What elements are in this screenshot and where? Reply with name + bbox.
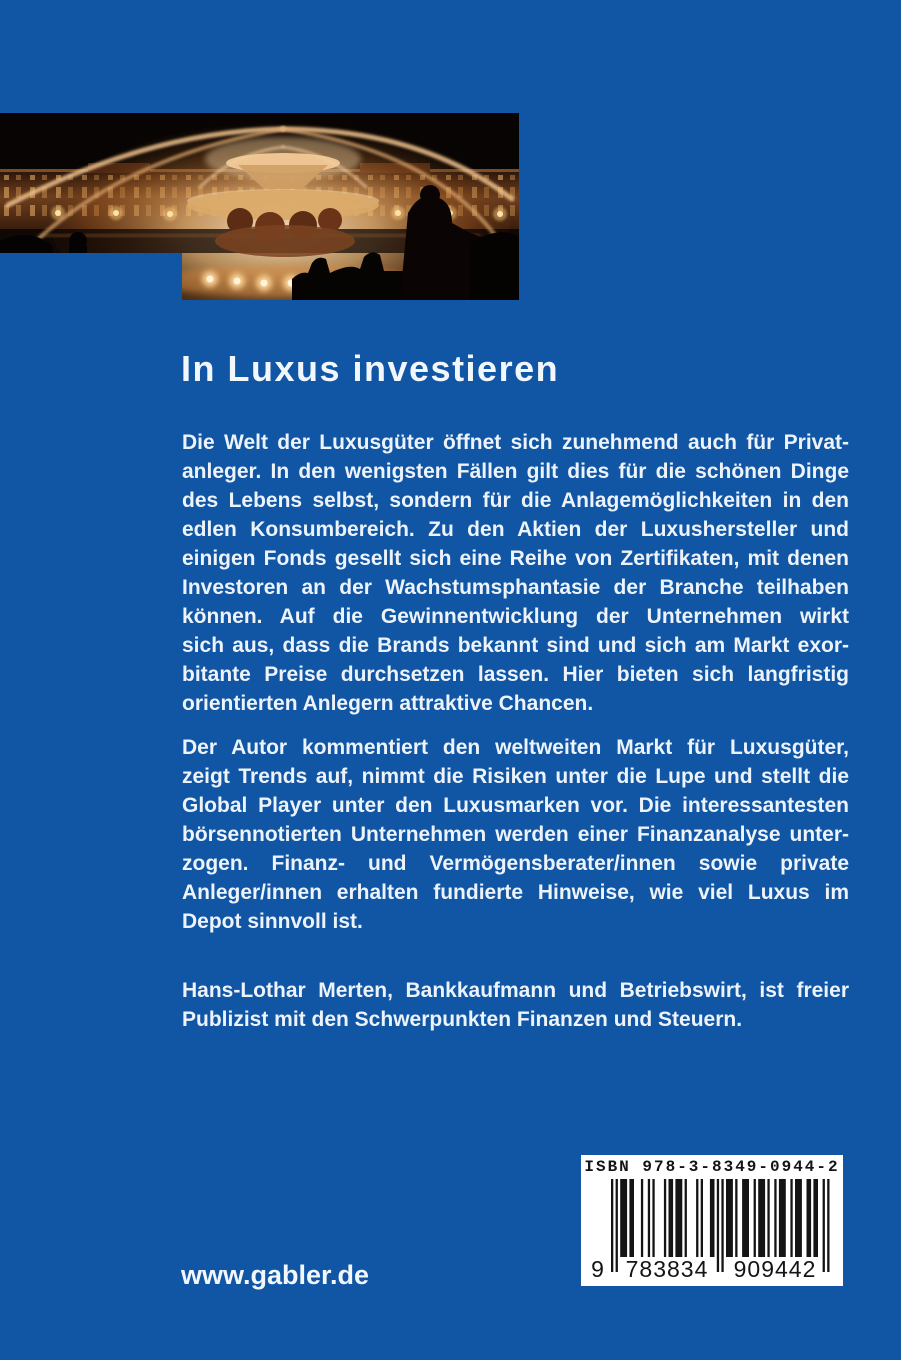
text-line: einigen Fonds gesellt sich eine Reihe von Zertifikaten, mit denen: [182, 547, 849, 570]
text-line: Depot sinnvoll ist.: [182, 910, 363, 933]
isbn-barcode: [581, 1155, 843, 1286]
text-line: edlen Konsumbereich. Zu den Aktien der Luxushersteller und: [182, 518, 849, 541]
text-line: Der Autor kommentiert den weltweiten Markt für Luxusgüter,: [182, 736, 849, 759]
text-line: zogen. Finanz- und Vermögensberater/innen sowie private: [182, 852, 849, 875]
text-line: des Lebens selbst, sondern für die Anlagemöglichkeiten in den: [182, 489, 849, 512]
text-line: börsennotierten Unternehmen werden einer Finanzanalyse unter-: [182, 823, 849, 846]
fountain-illustration: [0, 113, 519, 300]
text-line: Hans-Lothar Merten, Bankkaufmann und Betriebswirt, ist freier: [182, 979, 849, 1002]
text-line: sich aus, dass die Brands bekannt sind und sich am Markt exor-: [182, 634, 849, 657]
text-line: anleger. In den wenigsten Fällen gilt dies für die schönen Dinge: [182, 460, 849, 483]
text-line: Publizist mit den Schwerpunkten Finanzen und Steuern.: [182, 1008, 743, 1031]
paragraph: [182, 428, 849, 718]
paragraph: [182, 733, 849, 936]
blurb: [182, 428, 849, 1034]
book-title: In Luxus investieren: [181, 348, 560, 389]
text-line: bitante Preise durchsetzen lassen. Hier bieten sich langfristig: [182, 663, 849, 686]
text-line: Global Player unter den Luxusmarken vor. Die interessantesten: [182, 794, 849, 817]
isbn-label: ISBN 978-3-8349-0944-2: [584, 1158, 840, 1176]
text-line: Investoren an der Wachstumsphantasie der Branche teilhaben: [182, 576, 849, 599]
paragraph: [182, 976, 849, 1034]
text-line: Die Welt der Luxusgüter öffnet sich zunehmend auch für Privat-: [182, 431, 849, 454]
publisher-website-link[interactable]: www.gabler.de: [181, 1260, 370, 1290]
barcode-digit-leading: 9: [591, 1256, 605, 1282]
text-line: orientierten Anlegern attraktive Chancen.: [182, 692, 594, 715]
text-line: zeigt Trends auf, nimmt die Risiken unter die Lupe und stellt die: [182, 765, 849, 788]
fountain-night-photo: [0, 113, 519, 300]
barcode-digit-group-2: 909442: [733, 1256, 817, 1282]
text-line: Anleger/innen erhalten fundierte Hinweise, wie viel Luxus im: [182, 881, 849, 904]
barcode-digit-group-1: 783834: [625, 1256, 709, 1282]
text-line: können. Auf die Gewinnentwicklung der Unternehmen wirkt: [182, 605, 849, 628]
